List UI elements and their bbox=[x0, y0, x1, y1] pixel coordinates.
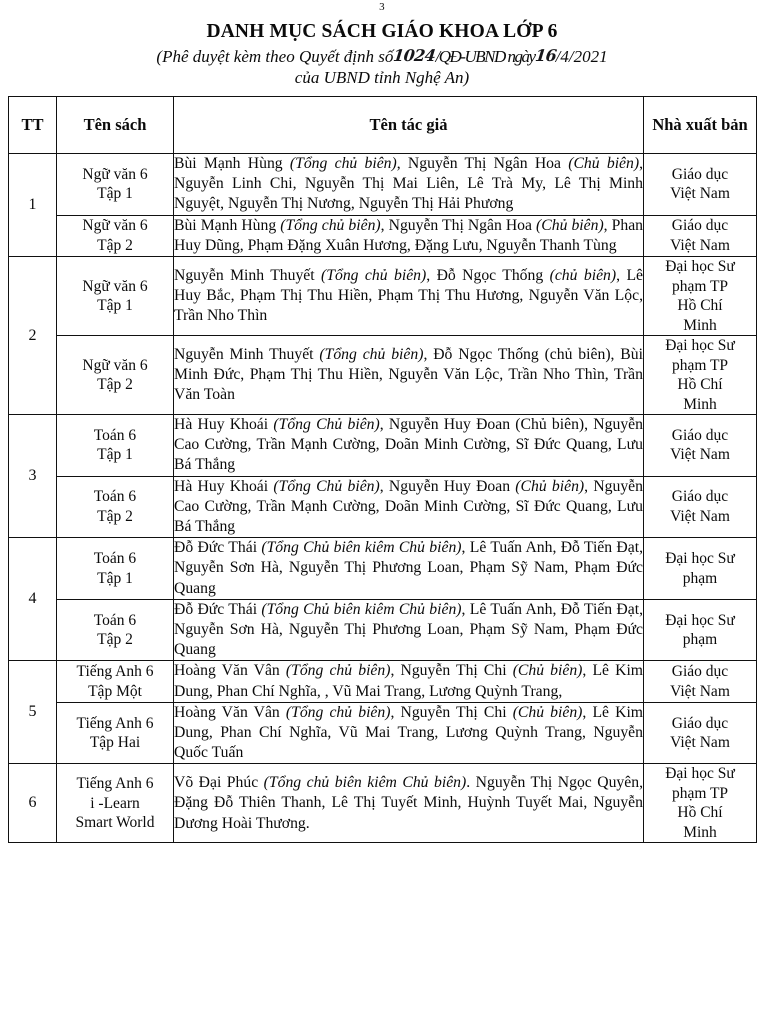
table-row bbox=[9, 661, 757, 702]
page-number: 3 bbox=[379, 1, 385, 13]
book-name-cell: Toán 6 Tập 1 bbox=[57, 538, 174, 600]
table-body bbox=[9, 154, 757, 843]
publisher-cell: Đại học Sư phạm TP Hồ Chí Minh bbox=[644, 764, 757, 843]
author-names: , Nguyễn Cao Cường, Trần Mạnh Cường, Doãn Minh Cường, Sĩ Đức Quang, Lưu Bá Thắng bbox=[174, 477, 643, 536]
column-header-publisher: Nhà xuất bản bbox=[644, 97, 757, 154]
publisher-cell: Giáo dục Việt Nam bbox=[644, 215, 757, 256]
author-role-note: (Tổng Chủ biên kiêm Chủ biên) bbox=[261, 539, 462, 557]
book-name-cell: Ngữ văn 6 Tập 2 bbox=[57, 336, 174, 415]
publisher-cell: Đại học Sư phạm bbox=[644, 599, 757, 661]
authors-cell bbox=[174, 154, 644, 216]
table-row bbox=[9, 336, 757, 415]
book-name-cell: Tiếng Anh 6 Tập Hai bbox=[57, 702, 174, 764]
author-role-note: (Chủ biên) bbox=[512, 703, 583, 721]
author-names: , Lê Kim Dung, Phan Chí Nghĩa, Vũ Mai Trang, Lương Quỳnh Trang, Nguyễn Quốc Tuấn bbox=[174, 703, 644, 762]
author-names: , Nguyễn Huy Đoan bbox=[379, 477, 516, 495]
author-names: Hoàng Văn Vân bbox=[174, 703, 286, 721]
authors-cell bbox=[174, 336, 644, 415]
row-number: 4 bbox=[9, 538, 57, 661]
decree-number: 1024 bbox=[392, 46, 437, 65]
decree-day: 16 bbox=[533, 46, 557, 65]
table-row bbox=[9, 257, 757, 336]
author-names: Đỗ Đức Thái bbox=[174, 600, 262, 618]
textbook-catalog-table bbox=[8, 96, 757, 843]
author-names: , Lê Tuấn Anh, Đỗ Tiến Đạt, Nguyễn Sơn Hà, Nguyễn Thị Phương Loan, Phạm Sỹ Nam, Phạm Đức Quang bbox=[174, 600, 643, 659]
publisher-cell: Đại học Sư phạm TP Hồ Chí Minh bbox=[644, 257, 757, 336]
author-role-note: (Tổng Chủ biên) bbox=[273, 416, 380, 434]
author-names: , Đỗ Ngọc Thống (chủ biên), Bùi Minh Đức, Phạm Thị Thu Hiền, Nguyễn Văn Lộc, Trần Nho Thìn, Trần Văn Toàn bbox=[174, 345, 643, 404]
author-names: , Lê Huy Bắc, Phạm Thị Thu Hiền, Phạm Thị Thu Hương, Nguyễn Văn Lộc, Trần Nho Thìn bbox=[174, 266, 643, 325]
authors-cell bbox=[174, 661, 644, 702]
column-header-book-name: Tên sách bbox=[57, 97, 174, 154]
author-names: , Nguyễn Huy Đoan (Chủ biên), Nguyễn Cao Cường, Trần Mạnh Cường, Doãn Minh Cường, Sĩ Đức Quang, Lưu Bá Thắng bbox=[174, 416, 643, 474]
author-role-note: (Chủ biên) bbox=[536, 216, 604, 234]
author-names: , Nguyễn Linh Chi, Nguyễn Thị Mai Liên, Lê Trà My, Lê Thị Minh Nguyệt, Nguyễn Thị Nương, Nguyễn Thị Hải Phương bbox=[174, 155, 643, 213]
author-names: Nguyễn Minh Thuyết bbox=[174, 266, 322, 284]
author-role-note: (Tổng chủ biên) bbox=[321, 266, 427, 284]
author-names: , Nguyễn Thị Chi bbox=[390, 662, 513, 680]
table-row bbox=[9, 599, 757, 661]
column-header-tt: TT bbox=[9, 97, 57, 154]
row-number: 1 bbox=[9, 154, 57, 257]
author-role-note: (Tổng chủ biên kiêm Chủ biên) bbox=[263, 774, 467, 792]
author-role-note: (Tổng chủ biên) bbox=[285, 662, 391, 680]
row-number: 6 bbox=[9, 764, 57, 843]
authors-cell bbox=[174, 599, 644, 661]
authors-cell bbox=[174, 257, 644, 336]
author-role-note: (Tổng chủ biên) bbox=[285, 703, 391, 721]
authors-cell bbox=[174, 215, 644, 256]
table-row bbox=[9, 154, 757, 216]
table-row bbox=[9, 538, 757, 600]
author-role-note: (Tổng Chủ biên kiêm Chủ biên) bbox=[261, 600, 462, 618]
book-name-cell: Ngữ văn 6 Tập 1 bbox=[57, 154, 174, 216]
book-name-cell: Tiếng Anh 6 i -Learn Smart World bbox=[57, 764, 174, 843]
book-name-cell: Ngữ văn 6 Tập 2 bbox=[57, 215, 174, 256]
table-row bbox=[9, 215, 757, 256]
document-subtitle-line2: của UBND tỉnh Nghệ An) bbox=[294, 68, 470, 87]
author-role-note: (Chủ biên) bbox=[515, 477, 585, 495]
author-role-note: (Tổng Chủ biên) bbox=[273, 477, 380, 495]
author-names: Hà Huy Khoái bbox=[174, 477, 274, 495]
authors-cell bbox=[174, 415, 644, 477]
subtitle-mid: /QĐ-UBND ngày bbox=[435, 47, 535, 66]
table-row bbox=[9, 476, 757, 538]
author-names: , Lê Tuấn Anh, Đỗ Tiến Đạt, Nguyễn Sơn Hà, Nguyễn Thị Phương Loan, Phạm Sỹ Nam, Phạm Đức Quang bbox=[174, 539, 643, 597]
subtitle-suffix: /4/2021 bbox=[555, 47, 608, 66]
authors-cell bbox=[174, 702, 644, 764]
table-row bbox=[9, 702, 757, 764]
author-names: Đỗ Đức Thái bbox=[174, 539, 262, 557]
author-names: Bùi Mạnh Hùng bbox=[174, 155, 290, 172]
author-names: , Phan Huy Dũng, Phạm Đặng Xuân Hương, Đặng Lưu, Nguyễn Thanh Tùng bbox=[174, 216, 643, 254]
publisher-cell: Giáo dục Việt Nam bbox=[644, 661, 757, 702]
author-names: Hoàng Văn Vân bbox=[174, 662, 286, 680]
author-role-note: (Tổng chủ biên) bbox=[289, 155, 397, 172]
author-role-note: (Tổng chủ biên) bbox=[280, 216, 381, 234]
publisher-cell: Đại học Sư phạm bbox=[644, 538, 757, 600]
author-names: , Nguyễn Thị Chi bbox=[390, 703, 513, 721]
table-row bbox=[9, 415, 757, 477]
author-role-note: (Tổng chủ biên) bbox=[319, 345, 424, 363]
author-names: , Nguyễn Thị Ngân Hoa bbox=[380, 216, 537, 234]
authors-cell bbox=[174, 764, 644, 843]
publisher-cell: Đại học Sư phạm TP Hồ Chí Minh bbox=[644, 336, 757, 415]
author-names: , Nguyễn Thị Ngân Hoa bbox=[396, 155, 569, 172]
author-names: . Nguyễn Thị Ngọc Quyên, Đặng Đỗ Thiên Thanh, Lê Thị Tuyết Minh, Huỳnh Tuyết Mai, Nguyễn Dương Hoài Thương. bbox=[174, 774, 643, 832]
author-names: Hà Huy Khoái bbox=[174, 416, 274, 434]
table-header bbox=[9, 97, 757, 154]
author-role-note: (Chủ biên) bbox=[568, 155, 640, 172]
authors-cell bbox=[174, 476, 644, 538]
book-name-cell: Tiếng Anh 6 Tập Một bbox=[57, 661, 174, 702]
author-names: , Đỗ Ngọc Thống bbox=[426, 266, 550, 284]
table-row bbox=[9, 764, 757, 843]
document-subtitle bbox=[8, 46, 756, 68]
row-number: 3 bbox=[9, 415, 57, 538]
author-names: , Lê Kim Dung, Phan Chí Nghĩa, , Vũ Mai Trang, Lương Quỳnh Trang, bbox=[174, 662, 644, 700]
author-names: Nguyễn Minh Thuyết bbox=[174, 345, 320, 363]
publisher-cell: Giáo dục Việt Nam bbox=[644, 476, 757, 538]
book-name-cell: Ngữ văn 6 Tập 1 bbox=[57, 257, 174, 336]
table-header-row bbox=[9, 97, 757, 154]
author-names: Võ Đại Phúc bbox=[174, 774, 264, 792]
publisher-cell: Giáo dục Việt Nam bbox=[644, 415, 757, 477]
column-header-authors: Tên tác giả bbox=[174, 97, 644, 154]
publisher-cell: Giáo dục Việt Nam bbox=[644, 154, 757, 216]
author-role-note: (Chủ biên) bbox=[512, 662, 583, 680]
publisher-cell: Giáo dục Việt Nam bbox=[644, 702, 757, 764]
subtitle-prefix: (Phê duyệt kèm theo Quyết định số bbox=[156, 47, 394, 66]
author-names: Bùi Mạnh Hùng bbox=[174, 216, 281, 234]
book-name-cell: Toán 6 Tập 1 bbox=[57, 415, 174, 477]
row-number: 2 bbox=[9, 257, 57, 415]
authors-cell bbox=[174, 538, 644, 600]
row-number: 5 bbox=[9, 661, 57, 764]
page-title: DANH MỤC SÁCH GIÁO KHOA LỚP 6 bbox=[206, 21, 558, 42]
book-name-cell: Toán 6 Tập 2 bbox=[57, 476, 174, 538]
book-name-cell: Toán 6 Tập 2 bbox=[57, 599, 174, 661]
author-role-note: (chủ biên) bbox=[549, 266, 617, 284]
